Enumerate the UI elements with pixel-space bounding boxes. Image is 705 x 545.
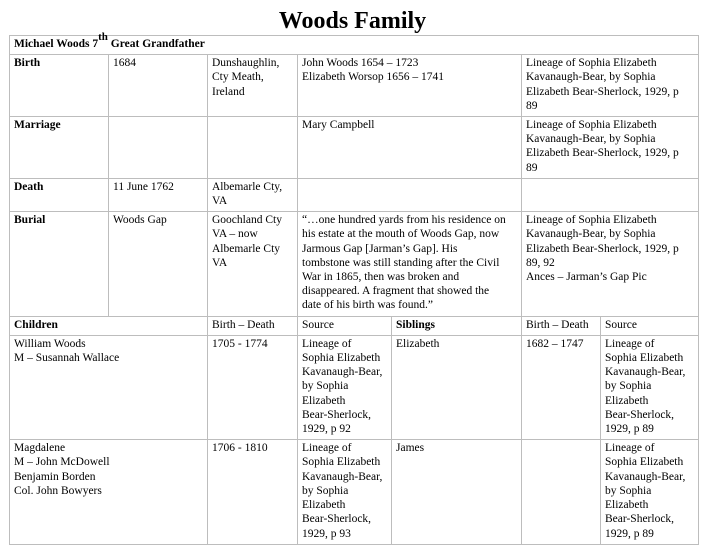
- child-line: Magdalene: [14, 442, 66, 455]
- source-line: Kavanaugh-Bear,: [302, 470, 383, 483]
- source-line: Elizabeth Bear-Sherlock, 1929, p: [526, 85, 679, 98]
- source-line: Sophia Elizabeth: [605, 352, 684, 365]
- sibling-name: Elizabeth: [392, 335, 522, 439]
- event-detail: [298, 178, 522, 211]
- detail-line: tombstone was still standing after the Civil: [302, 256, 500, 269]
- sibling-birth-death: 1682 – 1747: [522, 335, 601, 439]
- event-place: [208, 55, 298, 117]
- source-line: Kavanaugh-Bear,: [302, 366, 383, 379]
- place-line: Albemarle Cty: [212, 242, 281, 255]
- detail-line: War in 1865, then was broken and: [302, 271, 460, 284]
- person-relation: Great Grandfather: [107, 38, 205, 50]
- child-cell: [10, 335, 208, 439]
- source-line: Elizabeth: [302, 394, 346, 407]
- table-row: [10, 440, 699, 544]
- birth-death-heading: Birth – Death: [208, 316, 298, 335]
- child-cell: [10, 440, 208, 544]
- event-label: Burial: [10, 212, 109, 316]
- event-row-marriage: [10, 117, 699, 179]
- source-line: Lineage of: [302, 442, 352, 455]
- detail-line: his estate at the mouth of Woods Gap, now: [302, 228, 500, 241]
- source-line: Kavanaugh-Bear,: [605, 366, 686, 379]
- source-line: Kavanaugh-Bear, by Sophia: [526, 71, 656, 84]
- event-date: 1684: [109, 55, 208, 117]
- child-line: Col. John Bowyers: [14, 484, 102, 497]
- children-header-row: [10, 316, 699, 335]
- event-row-birth: [10, 55, 699, 117]
- source-line: 1929, p 89: [605, 423, 654, 436]
- event-source: [522, 212, 699, 316]
- person-header: [10, 31, 699, 55]
- place-line: VA: [212, 256, 228, 269]
- source-line: Elizabeth: [605, 394, 649, 407]
- sibling-source: [601, 335, 699, 439]
- detail-line: disappeared. A fragment that showed the: [302, 285, 490, 298]
- source-line: Elizabeth: [302, 499, 346, 512]
- source-line: Lineage of Sophia Elizabeth: [526, 214, 657, 227]
- source-line: Lineage of: [605, 337, 655, 350]
- event-source: [522, 117, 699, 179]
- source-line: Lineage of: [605, 442, 655, 455]
- source-line: by Sophia: [302, 380, 349, 393]
- source-line: 1929, p 89: [605, 527, 654, 540]
- place-line: Ireland: [212, 85, 245, 98]
- source-line: 1929, p 92: [302, 423, 351, 436]
- person-header-row: [10, 36, 699, 55]
- event-date: Woods Gap: [109, 212, 208, 316]
- event-place: [208, 178, 298, 211]
- source-line: Kavanaugh-Bear,: [605, 470, 686, 483]
- event-source: [522, 178, 699, 211]
- event-detail: [298, 55, 522, 117]
- event-label: Birth: [10, 55, 109, 117]
- source-heading: Source: [298, 316, 392, 335]
- source-line: Lineage of: [302, 337, 352, 350]
- source-line: Elizabeth Bear-Sherlock, 1929, p: [526, 242, 679, 255]
- sibling-source-heading: Source: [601, 316, 699, 335]
- event-label: Death: [10, 178, 109, 211]
- event-place: [208, 117, 298, 179]
- source-line: Elizabeth Bear-Sherlock, 1929, p: [526, 147, 679, 160]
- person-name: Michael Woods 7: [14, 38, 99, 50]
- detail-line: John Woods 1654 – 1723: [302, 57, 419, 70]
- event-date: 11 June 1762: [109, 178, 208, 211]
- sibling-birth-death: [522, 440, 601, 544]
- source-line: Kavanaugh-Bear, by Sophia: [526, 133, 656, 146]
- event-row-death: [10, 178, 699, 211]
- detail-line: Mary Campbell: [302, 119, 375, 132]
- source-line: Lineage of Sophia Elizabeth: [526, 57, 657, 70]
- child-source: [298, 440, 392, 544]
- event-source: [522, 55, 699, 117]
- source-line: 89: [526, 99, 538, 112]
- place-line: Albemarle Cty,: [212, 180, 283, 193]
- source-line: by Sophia: [302, 484, 349, 497]
- child-birth-death: 1706 - 1810: [208, 440, 298, 544]
- event-place: [208, 212, 298, 316]
- source-line: Bear-Sherlock,: [302, 513, 372, 526]
- event-row-burial: [10, 212, 699, 316]
- person-ordinal: th: [98, 31, 108, 43]
- children-heading: Children: [10, 316, 208, 335]
- source-line: Sophia Elizabeth: [605, 456, 684, 469]
- page-title: Woods Family: [278, 8, 427, 34]
- siblings-heading: Siblings: [392, 316, 522, 335]
- source-line: Sophia Elizabeth: [302, 352, 381, 365]
- place-line: VA: [212, 195, 228, 208]
- sibling-name: James: [392, 440, 522, 544]
- source-line: Elizabeth: [605, 499, 649, 512]
- detail-line: date of his birth was found.”: [302, 299, 433, 312]
- source-line: Kavanaugh-Bear, by Sophia: [526, 228, 656, 241]
- place-line: Dunshaughlin,: [212, 57, 280, 70]
- event-detail: [298, 117, 522, 179]
- place-line: VA – now: [212, 228, 258, 241]
- detail-line: Jarmous Gap [Jarman’s Gap]. His: [302, 242, 458, 255]
- source-line: Lineage of Sophia Elizabeth: [526, 119, 657, 132]
- source-line: by Sophia: [605, 380, 652, 393]
- source-line: by Sophia: [605, 484, 652, 497]
- source-line: 89: [526, 161, 538, 174]
- child-line: William Woods: [14, 337, 86, 350]
- place-line: Cty Meath,: [212, 71, 264, 84]
- source-line: 89, 92: [526, 256, 555, 269]
- detail-line: “…one hundred yards from his residence on: [302, 214, 506, 227]
- source-line: Bear-Sherlock,: [605, 513, 675, 526]
- sibling-birth-death-heading: Birth – Death: [522, 316, 601, 335]
- table-row: [10, 335, 699, 439]
- source-line: Sophia Elizabeth: [302, 456, 381, 469]
- event-detail: [298, 212, 522, 316]
- event-label: Marriage: [10, 117, 109, 179]
- source-line: Bear-Sherlock,: [605, 408, 675, 421]
- source-line: Ances – Jarman’s Gap Pic: [526, 271, 647, 284]
- family-table: [9, 31, 699, 545]
- source-line: 1929, p 93: [302, 527, 351, 540]
- place-line: Goochland Cty: [212, 214, 282, 227]
- detail-line: Elizabeth Worsop 1656 – 1741: [302, 71, 444, 84]
- event-date: [109, 117, 208, 179]
- sibling-source: [601, 440, 699, 544]
- child-line: M – Susannah Wallace: [14, 352, 120, 365]
- child-source: [298, 335, 392, 439]
- child-line: Benjamin Borden: [14, 470, 96, 483]
- source-line: Bear-Sherlock,: [302, 408, 372, 421]
- child-line: M – John McDowell: [14, 456, 110, 469]
- child-birth-death: 1705 - 1774: [208, 335, 298, 439]
